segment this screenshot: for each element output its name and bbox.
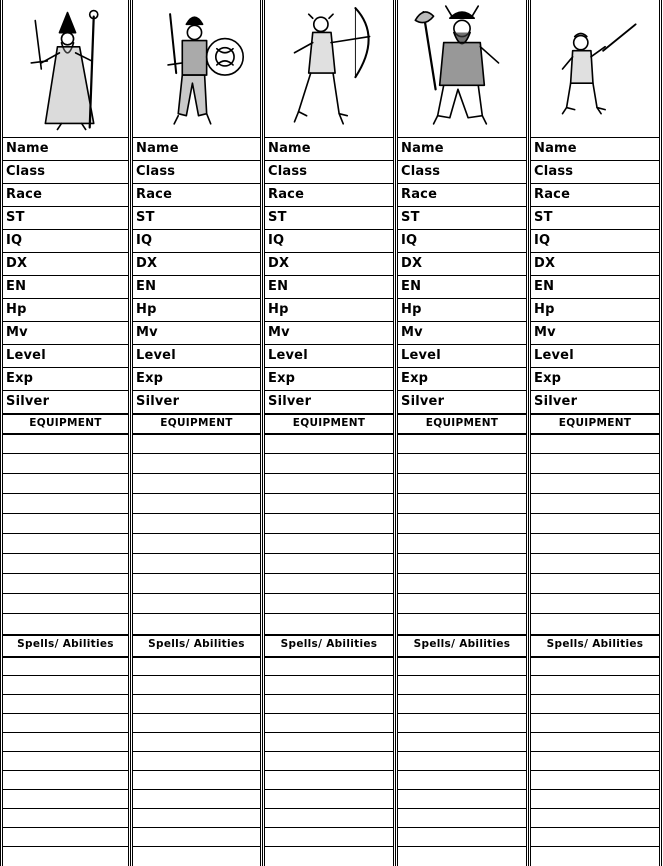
- equipment-line[interactable]: [531, 573, 659, 594]
- equipment-line[interactable]: [3, 553, 128, 574]
- stat-label: Level: [534, 348, 574, 363]
- dwarf-with-axe-icon: [400, 2, 524, 134]
- stat-row-iq[interactable]: [531, 229, 659, 252]
- spell-line[interactable]: [3, 789, 128, 809]
- spell-line[interactable]: [265, 656, 393, 677]
- wizard-with-staff-and-sword-icon: [5, 2, 126, 134]
- spells-header-row: [531, 634, 659, 654]
- spell-line[interactable]: [531, 694, 659, 714]
- stat-row-exp[interactable]: [265, 367, 393, 390]
- stat-row-hp[interactable]: [133, 298, 260, 321]
- spell-line[interactable]: [3, 770, 128, 790]
- equipment-line[interactable]: [133, 533, 260, 554]
- spell-line[interactable]: [398, 656, 526, 677]
- stat-row-exp[interactable]: [398, 367, 526, 390]
- spell-line[interactable]: [398, 789, 526, 809]
- spells-abilities-header: Spells/ Abilities: [17, 638, 114, 650]
- spell-line[interactable]: [265, 751, 393, 771]
- spell-line[interactable]: [265, 789, 393, 809]
- stat-label: Race: [6, 187, 43, 202]
- spells-header-row: [398, 634, 526, 654]
- stat-label: Exp: [136, 371, 164, 386]
- character-column-4: [395, 0, 529, 866]
- stat-label: Class: [136, 164, 176, 179]
- spell-line[interactable]: [3, 808, 128, 828]
- spell-line[interactable]: [3, 751, 128, 771]
- spell-line[interactable]: [398, 694, 526, 714]
- stat-row-hp[interactable]: [398, 298, 526, 321]
- equipment-line[interactable]: [398, 433, 526, 455]
- stat-row-name[interactable]: [3, 137, 128, 160]
- spell-line[interactable]: [265, 675, 393, 695]
- stat-label: Silver: [6, 394, 50, 409]
- equipment-line[interactable]: [398, 613, 526, 634]
- stat-label: Name: [6, 141, 49, 156]
- equipment-line[interactable]: [3, 573, 128, 594]
- equipment-line[interactable]: [398, 573, 526, 594]
- stat-row-mv[interactable]: [265, 321, 393, 344]
- equipment-line[interactable]: [133, 473, 260, 494]
- stat-label: Hp: [136, 302, 157, 317]
- spell-line[interactable]: [133, 732, 260, 752]
- stat-row-st[interactable]: [265, 206, 393, 229]
- stat-row-en[interactable]: [265, 275, 393, 298]
- equipment-header: EQUIPMENT: [292, 417, 366, 429]
- equipment-header-row: [398, 413, 526, 433]
- stat-row-st[interactable]: [133, 206, 260, 229]
- spell-line[interactable]: [265, 732, 393, 752]
- equipment-line[interactable]: [531, 493, 659, 514]
- stat-row-dx[interactable]: [398, 252, 526, 275]
- stat-row-dx[interactable]: [531, 252, 659, 275]
- spells-abilities-header: Spells/ Abilities: [280, 638, 378, 650]
- spells-header-row: [265, 634, 393, 654]
- stat-label: Name: [136, 141, 179, 156]
- spell-line[interactable]: [133, 770, 260, 790]
- equipment-line[interactable]: [398, 453, 526, 474]
- stat-row-iq[interactable]: [133, 229, 260, 252]
- stat-row-hp[interactable]: [3, 298, 128, 321]
- stat-label: Level: [401, 348, 441, 363]
- equipment-line[interactable]: [265, 553, 393, 574]
- stat-row-exp[interactable]: [531, 367, 659, 390]
- stat-row-st[interactable]: [3, 206, 128, 229]
- spell-line[interactable]: [398, 770, 526, 790]
- stat-label: Exp: [268, 371, 296, 386]
- stat-label: Class: [6, 164, 46, 179]
- spell-line[interactable]: [531, 713, 659, 733]
- stat-label: IQ: [534, 233, 551, 248]
- stat-row-dx[interactable]: [133, 252, 260, 275]
- spell-line[interactable]: [265, 713, 393, 733]
- stat-label: Level: [6, 348, 46, 363]
- equipment-line[interactable]: [265, 573, 393, 594]
- stat-label: EN: [268, 279, 289, 294]
- equipment-line[interactable]: [398, 553, 526, 574]
- stat-row-class[interactable]: [3, 160, 128, 183]
- stat-row-silver[interactable]: [133, 390, 260, 413]
- spells-abilities-header: Spells/ Abilities: [546, 638, 644, 650]
- spell-line[interactable]: [531, 789, 659, 809]
- equipment-line[interactable]: [398, 473, 526, 494]
- equipment-header-row: [133, 413, 260, 433]
- stat-label: Hp: [268, 302, 289, 317]
- spell-line[interactable]: [398, 732, 526, 752]
- equipment-line[interactable]: [133, 453, 260, 474]
- equipment-line[interactable]: [3, 473, 128, 494]
- equipment-line[interactable]: [531, 533, 659, 554]
- stat-row-silver[interactable]: [265, 390, 393, 413]
- stat-label: Hp: [6, 302, 27, 317]
- spell-line[interactable]: [398, 827, 526, 847]
- equipment-line[interactable]: [3, 533, 128, 554]
- equipment-line[interactable]: [398, 493, 526, 514]
- spells-abilities-header: Spells/ Abilities: [413, 638, 511, 650]
- spell-line[interactable]: [133, 846, 260, 866]
- stat-row-level[interactable]: [531, 344, 659, 367]
- stat-label: DX: [534, 256, 556, 271]
- equipment-line[interactable]: [398, 533, 526, 554]
- equipment-line[interactable]: [531, 473, 659, 494]
- spell-line[interactable]: [398, 751, 526, 771]
- stat-row-dx[interactable]: [3, 252, 128, 275]
- stat-label: DX: [401, 256, 423, 271]
- stat-row-level[interactable]: [133, 344, 260, 367]
- equipment-line[interactable]: [133, 593, 260, 614]
- stat-row-hp[interactable]: [531, 298, 659, 321]
- stat-label: DX: [6, 256, 28, 271]
- stat-label: Mv: [268, 325, 290, 340]
- spell-line[interactable]: [3, 732, 128, 752]
- stat-row-race[interactable]: [265, 183, 393, 206]
- equipment-line[interactable]: [265, 493, 393, 514]
- warrior-with-shield-and-sword-icon: [135, 2, 258, 134]
- stat-row-level[interactable]: [3, 344, 128, 367]
- spells-header-row: [133, 634, 260, 654]
- stat-label: ST: [6, 210, 25, 225]
- spell-line[interactable]: [265, 808, 393, 828]
- equipment-line[interactable]: [265, 613, 393, 634]
- stat-label: Race: [401, 187, 438, 202]
- stat-row-level[interactable]: [398, 344, 526, 367]
- spells-header-row: [3, 634, 128, 654]
- stat-label: ST: [534, 210, 553, 225]
- stat-label: Exp: [534, 371, 562, 386]
- spell-line[interactable]: [133, 808, 260, 828]
- spell-line[interactable]: [531, 675, 659, 695]
- spell-line[interactable]: [3, 713, 128, 733]
- character-column-2: [130, 0, 263, 866]
- stat-label: Name: [268, 141, 311, 156]
- stat-row-mv[interactable]: [133, 321, 260, 344]
- stat-label: EN: [6, 279, 27, 294]
- spell-line[interactable]: [531, 770, 659, 790]
- stat-label: Silver: [268, 394, 312, 409]
- equipment-line[interactable]: [531, 453, 659, 474]
- spell-line[interactable]: [133, 675, 260, 695]
- equipment-line[interactable]: [531, 613, 659, 634]
- equipment-line[interactable]: [133, 513, 260, 534]
- stat-label: Silver: [136, 394, 180, 409]
- equipment-line[interactable]: [398, 513, 526, 534]
- stat-row-name[interactable]: [531, 137, 659, 160]
- equipment-line[interactable]: [531, 433, 659, 455]
- stat-row-silver[interactable]: [531, 390, 659, 413]
- stat-label: Level: [268, 348, 308, 363]
- spell-line[interactable]: [3, 675, 128, 695]
- equipment-line[interactable]: [3, 453, 128, 474]
- stat-label: Silver: [401, 394, 445, 409]
- spell-line[interactable]: [398, 675, 526, 695]
- stat-row-hp[interactable]: [265, 298, 393, 321]
- stat-row-st[interactable]: [398, 206, 526, 229]
- equipment-header: EQUIPMENT: [425, 417, 499, 429]
- spell-line[interactable]: [531, 732, 659, 752]
- stat-label: IQ: [136, 233, 153, 248]
- equipment-line[interactable]: [3, 593, 128, 614]
- equipment-line[interactable]: [133, 573, 260, 594]
- equipment-header-row: [3, 413, 128, 433]
- equipment-header-row: [265, 413, 393, 433]
- stat-label: Class: [534, 164, 574, 179]
- spell-line[interactable]: [133, 789, 260, 809]
- stat-row-mv[interactable]: [3, 321, 128, 344]
- spell-line[interactable]: [531, 656, 659, 677]
- stat-row-race[interactable]: [398, 183, 526, 206]
- stat-row-mv[interactable]: [531, 321, 659, 344]
- spell-line[interactable]: [3, 827, 128, 847]
- equipment-line[interactable]: [133, 613, 260, 634]
- equipment-line[interactable]: [3, 513, 128, 534]
- equipment-line[interactable]: [265, 533, 393, 554]
- spell-line[interactable]: [3, 656, 128, 677]
- stat-row-race[interactable]: [531, 183, 659, 206]
- stat-row-level[interactable]: [265, 344, 393, 367]
- character-column-1: [0, 0, 131, 866]
- stat-label: Name: [534, 141, 577, 156]
- equipment-line[interactable]: [3, 433, 128, 455]
- stat-label: Race: [534, 187, 571, 202]
- stat-label: Hp: [401, 302, 422, 317]
- stat-label: Mv: [401, 325, 423, 340]
- spell-line[interactable]: [531, 827, 659, 847]
- stat-row-en[interactable]: [3, 275, 128, 298]
- spell-line[interactable]: [265, 770, 393, 790]
- stat-row-en[interactable]: [133, 275, 260, 298]
- spell-line[interactable]: [3, 846, 128, 866]
- equipment-line[interactable]: [265, 513, 393, 534]
- stat-label: EN: [534, 279, 555, 294]
- equipment-line[interactable]: [531, 593, 659, 614]
- stat-row-name[interactable]: [133, 137, 260, 160]
- stat-label: Race: [136, 187, 173, 202]
- stat-row-silver[interactable]: [398, 390, 526, 413]
- stat-row-dx[interactable]: [265, 252, 393, 275]
- equipment-line[interactable]: [3, 613, 128, 634]
- stat-row-class[interactable]: [133, 160, 260, 183]
- spells-abilities-header: Spells/ Abilities: [148, 638, 245, 650]
- stat-row-en[interactable]: [531, 275, 659, 298]
- stat-label: Hp: [534, 302, 555, 317]
- equipment-line[interactable]: [133, 433, 260, 455]
- spell-line[interactable]: [133, 713, 260, 733]
- equipment-header: EQUIPMENT: [558, 417, 632, 429]
- stat-label: Exp: [401, 371, 429, 386]
- halfling-with-sword-icon: [533, 2, 657, 134]
- spell-line[interactable]: [3, 694, 128, 714]
- character-column-5: [528, 0, 662, 866]
- stat-label: EN: [401, 279, 422, 294]
- stat-label: DX: [136, 256, 158, 271]
- stat-label: ST: [268, 210, 287, 225]
- equipment-line[interactable]: [133, 553, 260, 574]
- spell-line[interactable]: [531, 751, 659, 771]
- stat-label: DX: [268, 256, 290, 271]
- equipment-line[interactable]: [265, 433, 393, 455]
- spell-line[interactable]: [531, 808, 659, 828]
- stat-row-iq[interactable]: [3, 229, 128, 252]
- stat-label: Level: [136, 348, 176, 363]
- stat-row-silver[interactable]: [3, 390, 128, 413]
- equipment-line[interactable]: [398, 593, 526, 614]
- stat-row-class[interactable]: [398, 160, 526, 183]
- equipment-line[interactable]: [265, 593, 393, 614]
- spell-line[interactable]: [133, 656, 260, 677]
- stat-row-st[interactable]: [531, 206, 659, 229]
- stat-row-name[interactable]: [398, 137, 526, 160]
- stat-label: ST: [136, 210, 155, 225]
- stat-row-race[interactable]: [133, 183, 260, 206]
- stat-row-name[interactable]: [265, 137, 393, 160]
- spell-line[interactable]: [133, 751, 260, 771]
- stat-label: IQ: [268, 233, 285, 248]
- stat-row-class[interactable]: [265, 160, 393, 183]
- stat-row-exp[interactable]: [3, 367, 128, 390]
- stat-label: IQ: [6, 233, 23, 248]
- equipment-header-row: [531, 413, 659, 433]
- equipment-line[interactable]: [531, 553, 659, 574]
- elf-archer-with-bow-icon: [267, 2, 391, 134]
- spell-line[interactable]: [531, 846, 659, 866]
- spell-line[interactable]: [265, 694, 393, 714]
- equipment-line[interactable]: [265, 453, 393, 474]
- stat-row-mv[interactable]: [398, 321, 526, 344]
- spell-line[interactable]: [398, 808, 526, 828]
- equipment-header: EQUIPMENT: [160, 417, 233, 429]
- equipment-header: EQUIPMENT: [29, 417, 102, 429]
- stat-label: Mv: [136, 325, 158, 340]
- stat-label: Name: [401, 141, 444, 156]
- stat-label: Class: [401, 164, 441, 179]
- stat-label: Mv: [534, 325, 556, 340]
- spell-line[interactable]: [133, 827, 260, 847]
- stat-label: Exp: [6, 371, 34, 386]
- spell-line[interactable]: [398, 713, 526, 733]
- stat-row-exp[interactable]: [133, 367, 260, 390]
- stat-row-iq[interactable]: [265, 229, 393, 252]
- stat-label: Mv: [6, 325, 28, 340]
- stat-label: ST: [401, 210, 420, 225]
- stat-row-race[interactable]: [3, 183, 128, 206]
- spell-line[interactable]: [133, 694, 260, 714]
- stat-label: IQ: [401, 233, 418, 248]
- spell-line[interactable]: [398, 846, 526, 866]
- spell-line[interactable]: [265, 846, 393, 866]
- stat-label: Race: [268, 187, 305, 202]
- stat-row-en[interactable]: [398, 275, 526, 298]
- stat-label: Class: [268, 164, 308, 179]
- stat-row-class[interactable]: [531, 160, 659, 183]
- equipment-line[interactable]: [531, 513, 659, 534]
- equipment-line[interactable]: [265, 473, 393, 494]
- stat-row-iq[interactable]: [398, 229, 526, 252]
- spell-line[interactable]: [265, 827, 393, 847]
- stat-label: EN: [136, 279, 157, 294]
- character-column-3: [262, 0, 396, 866]
- equipment-line[interactable]: [133, 493, 260, 514]
- stat-label: Silver: [534, 394, 578, 409]
- equipment-line[interactable]: [3, 493, 128, 514]
